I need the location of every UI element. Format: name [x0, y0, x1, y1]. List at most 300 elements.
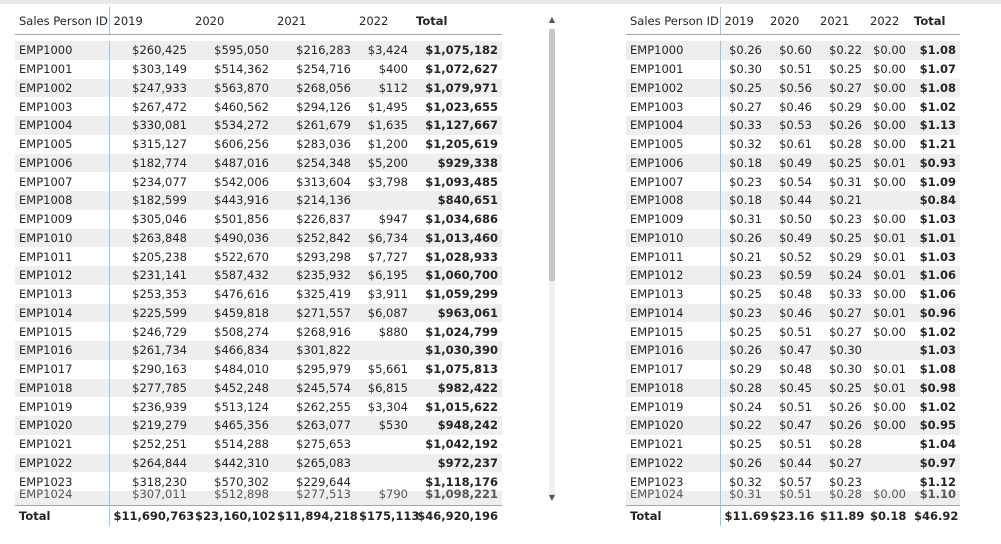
cell-year-2021: $0.23 — [829, 474, 862, 489]
cell-year-2022: $0.00 — [866, 416, 910, 435]
cell-year-2020: $452,248 — [191, 379, 273, 398]
table-row[interactable] — [15, 191, 502, 210]
cell-year-2022: $3,424 — [355, 41, 412, 60]
column-header-year-2021[interactable]: 2021 — [816, 7, 866, 35]
cell-year-2021: $0.23 — [829, 212, 862, 227]
vertical-scrollbar[interactable] — [547, 7, 557, 505]
table-row-partial[interactable] — [626, 491, 960, 506]
cell-year-2021: $0.25 — [816, 154, 866, 173]
cell-total: $0.96 — [910, 304, 960, 323]
cell-year-2019: $236,939 — [132, 399, 187, 414]
cell-year-2021: $268,056 — [273, 79, 355, 98]
table-row[interactable] — [15, 229, 502, 248]
total-year-2021: $11,894,218 — [273, 506, 355, 527]
total-year-2022: $175,113 — [355, 506, 412, 527]
cell-year-2020: $0.61 — [779, 137, 812, 152]
total-sales-person-id: Total — [626, 506, 720, 527]
cell-total: $963,061 — [412, 304, 502, 323]
column-header-total[interactable]: Total — [910, 7, 960, 35]
cell-year-2021: $294,126 — [296, 99, 351, 114]
cell-total: $840,651 — [412, 191, 502, 210]
table-row[interactable] — [15, 322, 502, 341]
cell-year-2021 — [273, 487, 355, 506]
table-row[interactable] — [626, 322, 960, 341]
scrollbar-track[interactable] — [549, 29, 555, 499]
cell-total: $0.93 — [910, 154, 960, 173]
cell-year-2022 — [355, 454, 412, 473]
column-header-year-2020[interactable]: 2020 — [766, 7, 816, 35]
cell-year-2022: $3,911 — [367, 287, 408, 302]
cell-total: $1,024,799 — [425, 324, 498, 339]
cell-text: $0.28 — [829, 487, 862, 501]
cell-total: $1.02 — [919, 399, 956, 414]
table-row[interactable] — [626, 60, 960, 79]
cell-year-2021: $0.25 — [829, 62, 862, 77]
cell-text: $512,898 — [214, 487, 269, 501]
cell-text: $0.51 — [779, 487, 812, 501]
chevron-up-icon[interactable]: ▲ — [548, 15, 556, 24]
cell-total — [412, 487, 502, 506]
cell-year-2019: $0.25 — [729, 437, 762, 452]
cell-total: $1.08 — [910, 41, 960, 60]
cell-total: $1,023,655 — [425, 99, 498, 114]
cell-year-2021: $0.28 — [829, 437, 862, 452]
cell-year-2022: $5,661 — [367, 362, 408, 377]
cell-year-2021: $313,604 — [296, 174, 351, 189]
cell-sales-person-id: EMP1010 — [15, 229, 109, 248]
table-row[interactable] — [626, 397, 960, 416]
cell-total: $1,072,627 — [425, 62, 498, 77]
cell-year-2022: $7,727 — [367, 249, 408, 264]
cell-year-2022 — [866, 454, 910, 473]
cell-total: $1,042,192 — [425, 437, 498, 452]
cell-sales-person-id: EMP1018 — [15, 379, 109, 398]
table-row[interactable] — [626, 285, 960, 304]
table-row[interactable] — [626, 41, 960, 60]
cell-year-2020: $0.49 — [766, 229, 816, 248]
cell-year-2019: $267,472 — [132, 99, 187, 114]
cell-total: $1.08 — [910, 79, 960, 98]
cell-total: $1,060,700 — [412, 266, 502, 285]
cell-total: $1.06 — [910, 266, 960, 285]
cell-year-2022: $6,734 — [355, 229, 412, 248]
cell-year-2020 — [766, 487, 816, 506]
cell-year-2021: $271,557 — [273, 304, 355, 323]
cell-year-2019: $0.22 — [720, 416, 766, 435]
column-header-year-2019[interactable]: 2019 — [720, 7, 766, 35]
table-row[interactable] — [626, 229, 960, 248]
cell-total: $1.02 — [919, 324, 956, 339]
header-row — [626, 7, 960, 35]
column-header-year-2022[interactable]: 2022 — [355, 7, 412, 35]
cell-year-2021: $0.22 — [816, 41, 866, 60]
table-row[interactable] — [15, 154, 502, 173]
cell-year-2022: $0.01 — [866, 304, 910, 323]
cell-year-2019: $0.29 — [729, 362, 762, 377]
cell-total: $1,013,460 — [412, 229, 502, 248]
cell-year-2019: $260,425 — [109, 41, 191, 60]
cell-year-2021: $325,419 — [296, 287, 351, 302]
table-row[interactable] — [15, 97, 502, 116]
cell-sales-person-id: EMP1009 — [626, 210, 720, 229]
cell-year-2022: $0.00 — [873, 62, 906, 77]
cell-total: $0.95 — [910, 416, 960, 435]
cell-year-2019: $246,729 — [132, 324, 187, 339]
cell-year-2020: $0.50 — [779, 212, 812, 227]
cell-year-2022: $0.00 — [873, 174, 906, 189]
table-row[interactable] — [626, 341, 960, 360]
cell-text: EMP1024 — [19, 487, 73, 501]
cell-year-2021: $263,077 — [273, 416, 355, 435]
cell-year-2021: $0.28 — [829, 137, 862, 152]
cell-year-2019: $0.31 — [729, 212, 762, 227]
cell-year-2020: $0.53 — [766, 116, 816, 135]
total-total: $46.92 — [910, 506, 960, 527]
cell-year-2020: $0.59 — [766, 266, 816, 285]
table-row[interactable] — [15, 79, 502, 98]
cell-year-2020: $443,916 — [191, 191, 273, 210]
cell-year-2022 — [866, 341, 910, 360]
cell-year-2021: $265,083 — [273, 454, 355, 473]
table-row[interactable] — [15, 266, 502, 285]
cell-total: $1.02 — [919, 99, 956, 114]
table-row[interactable] — [15, 210, 502, 229]
cell-total: $1,093,485 — [425, 174, 498, 189]
table-row[interactable] — [15, 60, 502, 79]
cell-year-2022: $0.01 — [873, 249, 906, 264]
cell-sales-person-id: EMP1018 — [626, 379, 720, 398]
cell-year-2022 — [355, 435, 412, 454]
cell-year-2019: $0.25 — [729, 287, 762, 302]
cell-year-2022: $0.00 — [873, 212, 906, 227]
cell-year-2021: $275,653 — [296, 437, 351, 452]
table-row[interactable] — [626, 304, 960, 323]
cell-year-2019: $0.33 — [720, 116, 766, 135]
cell-year-2021: $0.29 — [829, 99, 862, 114]
cell-year-2020: $514,362 — [214, 62, 269, 77]
cell-total: $1.08 — [919, 362, 956, 377]
cell-year-2022: $0.01 — [866, 379, 910, 398]
cell-sales-person-id: EMP1002 — [626, 79, 720, 98]
cell-year-2021: $0.26 — [816, 116, 866, 135]
cell-year-2019: $0.32 — [729, 137, 762, 152]
table-row[interactable] — [626, 379, 960, 398]
table-row[interactable] — [15, 41, 502, 60]
cell-year-2019: $0.26 — [720, 454, 766, 473]
cell-year-2021: $0.33 — [829, 287, 862, 302]
cell-text: $1,098,221 — [425, 487, 498, 501]
table-row[interactable] — [15, 304, 502, 323]
cell-sales-person-id: EMP1009 — [15, 210, 109, 229]
cell-year-2019: $0.26 — [720, 341, 766, 360]
cell-sales-person-id: EMP1019 — [626, 397, 720, 416]
cell-year-2020: $0.48 — [779, 362, 812, 377]
table-row[interactable] — [15, 379, 502, 398]
table-row[interactable] — [626, 191, 960, 210]
scrollbar-thumb[interactable] — [549, 29, 555, 281]
cell-year-2021: $0.30 — [829, 362, 862, 377]
table-row-partial[interactable] — [15, 491, 502, 506]
table-row[interactable] — [15, 135, 502, 154]
cell-year-2020: $0.60 — [766, 41, 816, 60]
table-row[interactable] — [15, 454, 502, 473]
cell-sales-person-id: EMP1017 — [626, 360, 720, 379]
table-row[interactable] — [626, 135, 960, 154]
cell-total: $1,059,299 — [425, 287, 498, 302]
cell-year-2021: $0.31 — [829, 174, 862, 189]
cell-text: EMP1024 — [630, 487, 684, 501]
cell-sales-person-id: EMP1011 — [626, 247, 720, 266]
cell-sales-person-id: EMP1020 — [626, 416, 720, 435]
chevron-down-icon[interactable]: ▼ — [548, 493, 556, 502]
cell-year-2019: $0.26 — [720, 41, 766, 60]
cell-sales-person-id: EMP1012 — [15, 266, 109, 285]
cell-year-2022: $0.01 — [866, 154, 910, 173]
cell-year-2020: $508,274 — [214, 324, 269, 339]
table-row[interactable] — [626, 154, 960, 173]
cell-year-2019: $231,141 — [109, 266, 191, 285]
table-row[interactable] — [626, 210, 960, 229]
cell-year-2022: $1,635 — [355, 116, 412, 135]
cell-year-2020: $0.44 — [766, 454, 816, 473]
left-table-visual — [15, 7, 557, 523]
cell-total: $1,034,686 — [425, 212, 498, 227]
column-header-year-2019[interactable]: 2019 — [109, 7, 191, 35]
cell-year-2022: $0.01 — [873, 362, 906, 377]
cell-year-2022: $0.00 — [873, 287, 906, 302]
right-table-visual — [626, 7, 960, 523]
column-header-total[interactable]: Total — [412, 7, 502, 35]
cell-year-2021: $216,283 — [273, 41, 355, 60]
cell-year-2020: $587,432 — [191, 266, 273, 285]
table-row[interactable] — [15, 116, 502, 135]
cell-year-2021: $229,644 — [296, 474, 351, 489]
cell-total: $1,075,182 — [412, 41, 502, 60]
cell-year-2020: $466,834 — [191, 341, 273, 360]
cell-year-2019: $0.21 — [729, 249, 762, 264]
cell-year-2020: $595,050 — [191, 41, 273, 60]
cell-year-2020: $0.54 — [779, 174, 812, 189]
cell-total: $1,015,622 — [425, 399, 498, 414]
cell-sales-person-id: EMP1003 — [15, 97, 109, 116]
cell-text: $1.10 — [919, 487, 956, 501]
cell-year-2022: $947 — [378, 212, 408, 227]
table-row[interactable] — [15, 172, 502, 191]
cell-sales-person-id: EMP1008 — [626, 191, 720, 210]
cell-year-2019: $0.18 — [720, 191, 766, 210]
cell-total: $1.06 — [919, 287, 956, 302]
table-row[interactable] — [626, 247, 960, 266]
cell-year-2020: $0.44 — [766, 191, 816, 210]
cell-year-2019: $330,081 — [109, 116, 191, 135]
cell-year-2019 — [720, 487, 766, 506]
cell-sales-person-id: EMP1001 — [626, 60, 720, 79]
cell-year-2021: $0.24 — [816, 266, 866, 285]
cell-year-2021: $235,932 — [273, 266, 355, 285]
cell-text: $0.00 — [873, 487, 906, 501]
cell-year-2021: $254,716 — [296, 62, 351, 77]
column-header-sales-person-id[interactable]: Sales Person ID — [15, 7, 109, 35]
cell-sales-person-id: EMP1022 — [626, 454, 720, 473]
cell-year-2020: $570,302 — [214, 474, 269, 489]
cell-year-2021: $0.21 — [816, 191, 866, 210]
cell-year-2020: $542,006 — [214, 174, 269, 189]
cell-year-2019: $225,599 — [109, 304, 191, 323]
column-header-year-2021[interactable]: 2021 — [273, 7, 355, 35]
cell-year-2019: $0.32 — [729, 474, 762, 489]
cell-sales-person-id: EMP1022 — [15, 454, 109, 473]
table-row[interactable] — [626, 116, 960, 135]
table-row[interactable] — [626, 360, 960, 379]
cell-year-2022: $0.00 — [873, 324, 906, 339]
table-row[interactable] — [626, 172, 960, 191]
cell-year-2020: $0.56 — [766, 79, 816, 98]
cell-year-2020: $0.46 — [766, 304, 816, 323]
cell-year-2019: $253,353 — [132, 287, 187, 302]
cell-text: $790 — [378, 487, 408, 501]
cell-year-2021: $0.26 — [829, 399, 862, 414]
cell-sales-person-id — [15, 487, 109, 506]
cell-year-2019: $261,734 — [109, 341, 191, 360]
cell-year-2020: $0.51 — [779, 62, 812, 77]
cell-year-2022: $880 — [378, 324, 408, 339]
total-year-2020: $23,160,102 — [191, 506, 273, 527]
cell-year-2019: $252,251 — [132, 437, 187, 452]
cell-year-2019: $0.27 — [729, 99, 762, 114]
cell-total: $1.03 — [919, 249, 956, 264]
cell-year-2019: $205,238 — [132, 249, 187, 264]
total-row — [15, 506, 502, 527]
table-row[interactable] — [626, 454, 960, 473]
cell-year-2019: $315,127 — [132, 137, 187, 152]
cell-total: $948,242 — [412, 416, 502, 435]
cell-year-2022: $0.01 — [866, 266, 910, 285]
cell-year-2020: $522,670 — [214, 249, 269, 264]
cell-year-2020: $514,288 — [214, 437, 269, 452]
cell-sales-person-id: EMP1013 — [15, 285, 109, 304]
table-row[interactable] — [15, 285, 502, 304]
table-row[interactable] — [15, 360, 502, 379]
cell-year-2022 — [355, 191, 412, 210]
table-row[interactable] — [15, 247, 502, 266]
cell-sales-person-id: EMP1006 — [626, 154, 720, 173]
table-row[interactable] — [15, 397, 502, 416]
cell-total: $0.84 — [910, 191, 960, 210]
cell-total: $1.01 — [910, 229, 960, 248]
cell-total: $0.97 — [910, 454, 960, 473]
cell-total: $1,028,933 — [425, 249, 498, 264]
cell-year-2019: $182,774 — [109, 154, 191, 173]
cell-sales-person-id: EMP1015 — [15, 322, 109, 341]
cell-total — [910, 487, 960, 506]
cell-total: $1,118,176 — [425, 474, 498, 489]
cell-year-2022: $5,200 — [355, 154, 412, 173]
cell-year-2022: $530 — [355, 416, 412, 435]
table-row[interactable] — [626, 79, 960, 98]
cell-year-2020: $0.46 — [779, 99, 812, 114]
cell-year-2022: $3,798 — [367, 174, 408, 189]
cell-sales-person-id: EMP1003 — [626, 97, 720, 116]
cell-sales-person-id: EMP1016 — [15, 341, 109, 360]
cell-total: $1.04 — [919, 437, 956, 452]
cell-sales-person-id: EMP1021 — [15, 435, 109, 454]
cell-year-2020: $460,562 — [214, 99, 269, 114]
cell-sales-person-id: EMP1015 — [626, 322, 720, 341]
cell-year-2021: $0.29 — [829, 249, 862, 264]
cell-year-2022: $112 — [355, 79, 412, 98]
cell-year-2019: $0.23 — [720, 304, 766, 323]
cell-total: $1,127,667 — [412, 116, 502, 135]
cell-year-2020: $476,616 — [214, 287, 269, 302]
table-row[interactable] — [626, 416, 960, 435]
cell-year-2019 — [109, 487, 191, 506]
table-row[interactable] — [15, 341, 502, 360]
cell-year-2022: $0.00 — [873, 137, 906, 152]
cell-sales-person-id: EMP1020 — [15, 416, 109, 435]
cell-sales-person-id: EMP1021 — [626, 435, 720, 454]
cell-year-2021: $0.27 — [816, 304, 866, 323]
cell-sales-person-id: EMP1008 — [15, 191, 109, 210]
cell-year-2019: $277,785 — [109, 379, 191, 398]
cell-year-2019: $0.18 — [720, 154, 766, 173]
table-row[interactable] — [15, 435, 502, 454]
cell-year-2021: $226,837 — [296, 212, 351, 227]
cell-total: $972,237 — [412, 454, 502, 473]
table-row[interactable] — [626, 266, 960, 285]
column-header-sales-person-id[interactable]: Sales Person ID — [626, 7, 720, 35]
cell-total: $1.07 — [919, 62, 956, 77]
cell-sales-person-id: EMP1001 — [15, 60, 109, 79]
cell-sales-person-id — [626, 487, 720, 506]
total-year-2022: $0.18 — [866, 506, 910, 527]
cell-year-2022 — [866, 435, 910, 454]
cell-sales-person-id: EMP1023 — [15, 472, 109, 491]
cell-year-2020: $0.51 — [779, 437, 812, 452]
cell-year-2022 — [866, 487, 910, 506]
cell-year-2019: $264,844 — [109, 454, 191, 473]
cell-year-2022: $6,195 — [355, 266, 412, 285]
top-strip — [0, 0, 1001, 4]
cell-sales-person-id: EMP1005 — [626, 135, 720, 154]
table-row[interactable] — [626, 97, 960, 116]
cell-year-2021: $0.25 — [816, 379, 866, 398]
cell-year-2022: $1,495 — [367, 99, 408, 114]
cell-year-2021: $0.27 — [816, 454, 866, 473]
sales-ratio-table — [626, 7, 960, 526]
cell-sales-person-id: EMP1007 — [15, 172, 109, 191]
cell-year-2020: $459,818 — [191, 304, 273, 323]
cell-total: $982,422 — [412, 379, 502, 398]
table-row[interactable] — [626, 435, 960, 454]
column-header-year-2020[interactable]: 2020 — [191, 7, 273, 35]
cell-year-2020: $563,870 — [191, 79, 273, 98]
cell-year-2020 — [191, 487, 273, 506]
cell-total: $1.13 — [910, 116, 960, 135]
cell-year-2019: $0.30 — [729, 62, 762, 77]
cell-year-2020: $487,016 — [191, 154, 273, 173]
cell-year-2019: $303,149 — [132, 62, 187, 77]
cell-year-2020: $0.47 — [766, 341, 816, 360]
cell-year-2019: $318,230 — [132, 474, 187, 489]
cell-year-2019: $0.23 — [720, 266, 766, 285]
table-row[interactable] — [15, 416, 502, 435]
cell-year-2019: $182,599 — [109, 191, 191, 210]
cell-year-2021: $0.25 — [816, 229, 866, 248]
cell-text: $0.31 — [729, 487, 762, 501]
column-header-year-2022[interactable]: 2022 — [866, 7, 910, 35]
total-year-2020: $23.16 — [766, 506, 816, 527]
cell-year-2021: $295,979 — [296, 362, 351, 377]
